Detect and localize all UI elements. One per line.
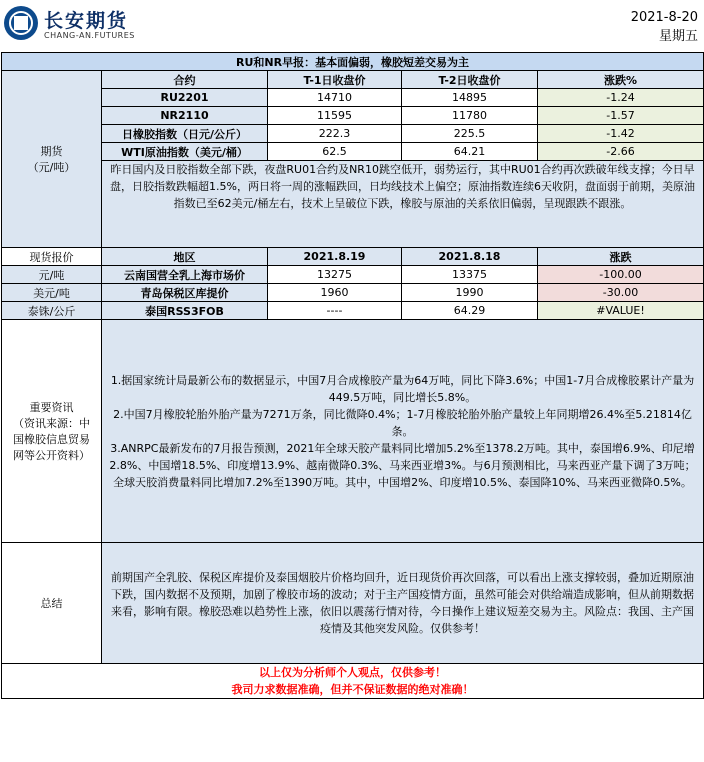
spot-unit: 元/吨: [2, 266, 102, 284]
t1-price: 62.5: [268, 143, 402, 161]
spot-price-1: 1960: [268, 284, 402, 302]
disclaimer-line: 我司力求数据准确，但并不保证数据的绝对准确！: [231, 683, 474, 696]
change-pct: -1.24: [538, 89, 704, 107]
news-content: [102, 320, 704, 543]
spot-section-label: 现货报价: [2, 248, 102, 266]
brand-name: 长安期货: [44, 10, 129, 32]
summary-row: [2, 543, 704, 664]
footer-row: [2, 664, 704, 699]
contract-name: NR2110: [102, 107, 268, 125]
col-contract: 合约: [102, 71, 268, 89]
col-t1-close: T-1日收盘价: [268, 71, 402, 89]
summary-text: 前期国产全乳胶、保税区库提价及泰国烟胶片价格均回升，近日现货价再次回落，可以看出上涨支撑较弱，叠加近期原油下跌，国内数据不及预期，加剧了橡胶市场的波动；对于主产国疫情方面，虽然可能会对供给端造成影响，但从前期数据来看，影响有限。橡胶恐难以趋势性上涨，依旧以震荡行情对待，今日操作上建议短差交易为主。风险点：我国、主产国疫情及其他突发风险。仅供参考！: [102, 543, 704, 664]
news-row: [2, 320, 704, 543]
company-logo-icon: [4, 6, 38, 40]
spot-change: #VALUE!: [538, 302, 704, 320]
table-row: [2, 266, 704, 284]
spot-name: 云南国营全乳上海市场价: [102, 266, 268, 284]
disclaimer-line: 以上仅为分析师个人观点，仅供参考！: [259, 666, 447, 679]
spot-price-2: 1990: [402, 284, 538, 302]
t2-price: 225.5: [402, 125, 538, 143]
table-row: [2, 143, 704, 161]
table-row: [2, 284, 704, 302]
spot-change: -100.00: [538, 266, 704, 284]
weekday-value: 星期五: [658, 29, 698, 44]
brand-name-en: CHANG-AN.FUTURES: [44, 31, 135, 40]
col-change-pct: 涨跌%: [538, 71, 704, 89]
spot-price-2: 13375: [402, 266, 538, 284]
report-date: [631, 8, 698, 46]
t1-price: 222.3: [268, 125, 402, 143]
t2-price: 11780: [402, 107, 538, 125]
page-header: [0, 0, 704, 52]
futures-header-row: [2, 71, 704, 89]
spot-change: -30.00: [538, 284, 704, 302]
table-row: [2, 89, 704, 107]
t1-price: 11595: [268, 107, 402, 125]
t1-price: 14710: [268, 89, 402, 107]
spot-unit: 美元/吨: [2, 284, 102, 302]
disclaimer: [2, 664, 704, 699]
spot-name: 泰国RSS3FOB: [102, 302, 268, 320]
spot-unit: 泰铢/公斤: [2, 302, 102, 320]
t2-price: 64.21: [402, 143, 538, 161]
news-section-label: 重要资讯 （资讯来源：中 国橡胶信息贸易 网等公开资料）: [2, 320, 102, 543]
table-row: [2, 125, 704, 143]
contract-name: 日橡胶指数（日元/公斤）: [102, 125, 268, 143]
news-item: 1.据国家统计局最新公布的数据显示，中国7月合成橡胶产量为64万吨，同比下降3.6%；中国1-7月合成橡胶累计产量为449.5万吨，同比增长5.8%。: [110, 373, 695, 404]
futures-section-label: 期货 （元/吨）: [2, 71, 102, 248]
date-value: 2021-8-20: [630, 10, 698, 25]
col-region: 地区: [102, 248, 268, 266]
spot-price-2: 64.29: [402, 302, 538, 320]
contract-name: WTI原油指数（美元/桶）: [102, 143, 268, 161]
table-row: [2, 302, 704, 320]
futures-comment: 昨日国内及日胶指数全部下跌，夜盘RU01合约及NR10跳空低开，弱势运行，其中RU01合约再次跌破年线支撑；今日早盘，日胶指数跌幅超1.5%，两日将一周的涨幅跌回，日均线技术上偏空；原油指数连续6天收阴，盘面弱于前期，美原油指数已至62美元/桶左右，技术上呈破位下跌，橡胶与原油的关系依旧偏弱，呈现跟跌不跟涨。: [102, 161, 704, 248]
title-row: [2, 53, 704, 71]
change-pct: -2.66: [538, 143, 704, 161]
contract-name: RU2201: [102, 89, 268, 107]
spot-name: 青岛保税区库提价: [102, 284, 268, 302]
table-row: [2, 107, 704, 125]
spot-price-1: 13275: [268, 266, 402, 284]
change-pct: -1.42: [538, 125, 704, 143]
col-date-2: 2021.8.18: [402, 248, 538, 266]
news-item: 3.ANRPC最新发布的7月报告预测，2021年全球天胶产量料同比增加5.2%至1378.2万吨。其中，泰国增6.9%、印尼增2.8%、中国增18.5%、印度增13.9%、越南微降0.3%、马来西亚增3%。与6月预测相比，马来西亚产量下调了3万吨；全球天胶消费量料同比增加7.2%至1390万吨。其中，中国增2%、印度增10.5%、泰国降10%、马来西亚微降0.5%。: [109, 441, 696, 489]
futures-comment-row: [2, 161, 704, 248]
report-table: [1, 52, 704, 699]
col-change: 涨跌: [538, 248, 704, 266]
report-title: RU和NR早报：基本面偏弱，橡胶短差交易为主: [2, 53, 704, 71]
t2-price: 14895: [402, 89, 538, 107]
col-t2-close: T-2日收盘价: [402, 71, 538, 89]
news-item: 2.中国7月橡胶轮胎外胎产量为7271万条，同比微降0.4%；1-7月橡胶轮胎外胎产量较上年同期增26.4%至5.21814亿条。: [113, 407, 692, 438]
change-pct: -1.57: [538, 107, 704, 125]
spot-header-row: [2, 248, 704, 266]
col-date-1: 2021.8.19: [268, 248, 402, 266]
summary-label: 总结: [2, 543, 102, 664]
spot-price-1: ----: [268, 302, 402, 320]
